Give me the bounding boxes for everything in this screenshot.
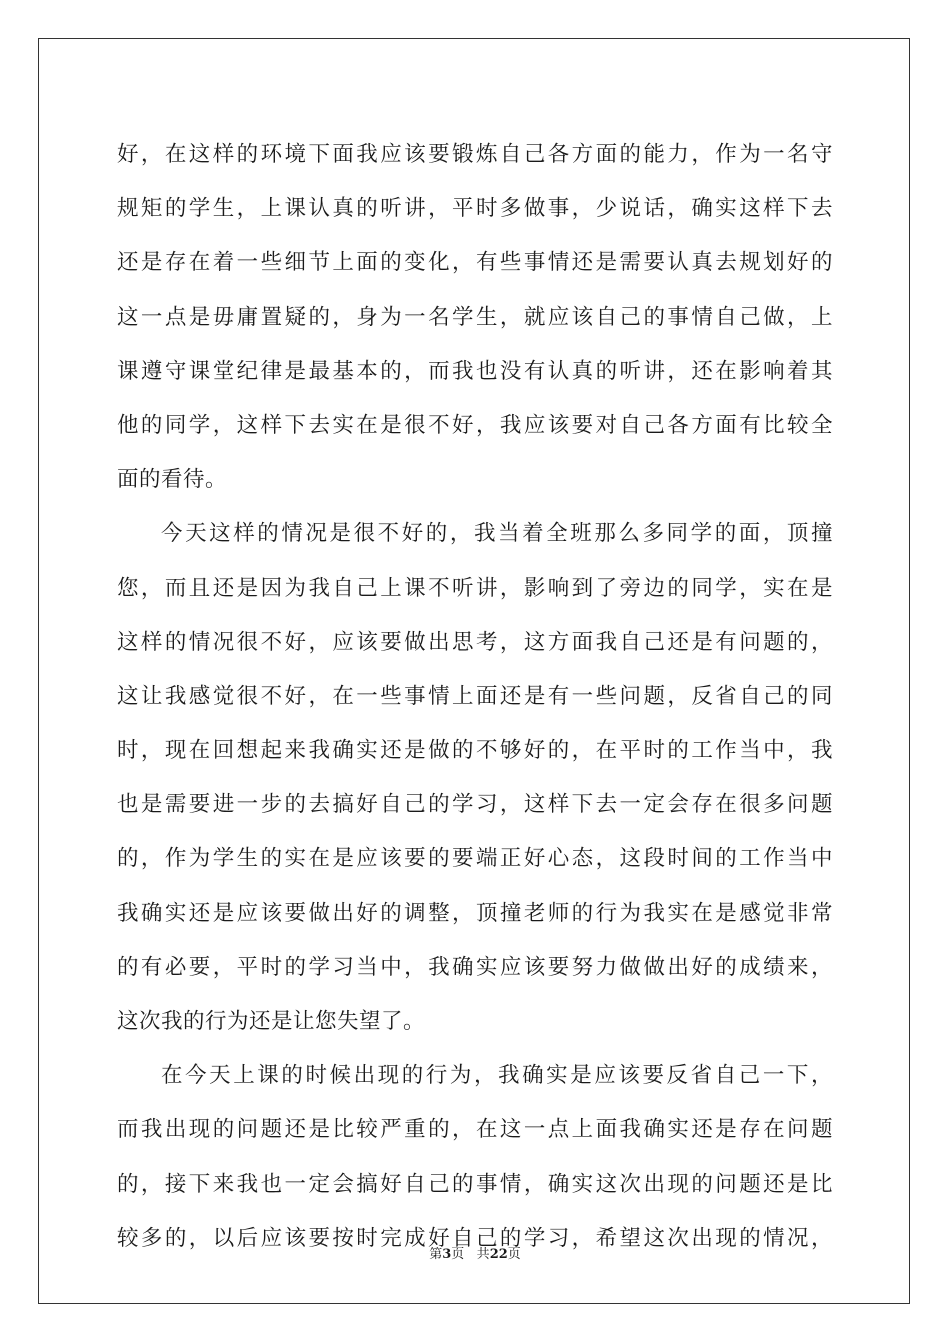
text-line: 好，在这样的环境下面我应该要锻炼自己各方面的能力，作为一名守 xyxy=(117,142,833,167)
footer-page-number: 3 xyxy=(442,1247,452,1262)
text-line: 较多的，以后应该要按时完成好自己的学习，希望这次出现的情况， xyxy=(117,1225,833,1251)
text-line: 也是需要进一步的去搞好自己的学习，这样下去一定会存在很多问题 xyxy=(117,792,833,818)
footer-page-prefix: 第 xyxy=(429,1247,443,1262)
text-line: 他的同学，这样下去实在是很不好，我应该要对自己各方面有比较全 xyxy=(117,412,833,438)
text-line: 规矩的学生，上课认真的听讲，平时多做事，少说话，确实这样下去 xyxy=(117,196,833,222)
text-line: 这让我感觉很不好，在一些事情上面还是有一些问题，反省自己的同 xyxy=(117,683,833,709)
text-line: 的，接下来我也一定会搞好自己的事情，确实这次出现的问题还是比 xyxy=(117,1171,833,1197)
paragraph xyxy=(117,128,833,507)
text-line: 我确实还是应该要做出好的调整，顶撞老师的行为我实在是感觉非常 xyxy=(117,900,833,926)
text-line: 今天这样的情况是很不好的，我当着全班那么多同学的面，顶撞 xyxy=(161,521,833,547)
footer-total-pages: 22 xyxy=(489,1247,508,1262)
paragraph xyxy=(117,1049,833,1266)
footer-total-prefix: 共 xyxy=(476,1247,490,1262)
text-line: 课遵守课堂纪律是最基本的，而我也没有认真的听讲，还在影响着其 xyxy=(117,358,833,384)
footer-page-suffix: 页 xyxy=(451,1247,465,1262)
text-line: 的，作为学生的实在是应该要的要端正好心态，这段时间的工作当中 xyxy=(117,846,833,872)
footer-total-suffix: 页 xyxy=(507,1247,521,1262)
text-line: 这一点是毋庸置疑的，身为一名学生，就应该自己的事情自己做，上 xyxy=(117,304,833,330)
text-line: 这样的情况很不好，应该要做出思考，这方面我自己还是有问题的， xyxy=(117,629,833,655)
text-line: 的有必要，平时的学习当中，我确实应该要努力做做出好的成绩来， xyxy=(117,954,833,980)
paragraph xyxy=(117,507,833,1049)
document-body xyxy=(117,128,833,1266)
text-line: 在今天上课的时候出现的行为，我确实是应该要反省自己一下， xyxy=(161,1063,833,1089)
text-line: 而我出现的问题还是比较严重的，在这一点上面我确实还是存在问题 xyxy=(117,1117,833,1143)
text-line: 这次我的行为还是让您失望了。 xyxy=(117,1009,426,1034)
text-line: 还是存在着一些细节上面的变化，有些事情还是需要认真去规划好的 xyxy=(117,250,833,276)
page-footer xyxy=(0,1246,950,1264)
text-line: 面的看待。 xyxy=(117,467,228,493)
text-line: 时，现在回想起来我确实还是做的不够好的，在平时的工作当中，我 xyxy=(117,738,833,764)
text-line: 您，而且还是因为我自己上课不听讲，影响到了旁边的同学，实在是 xyxy=(117,575,833,601)
